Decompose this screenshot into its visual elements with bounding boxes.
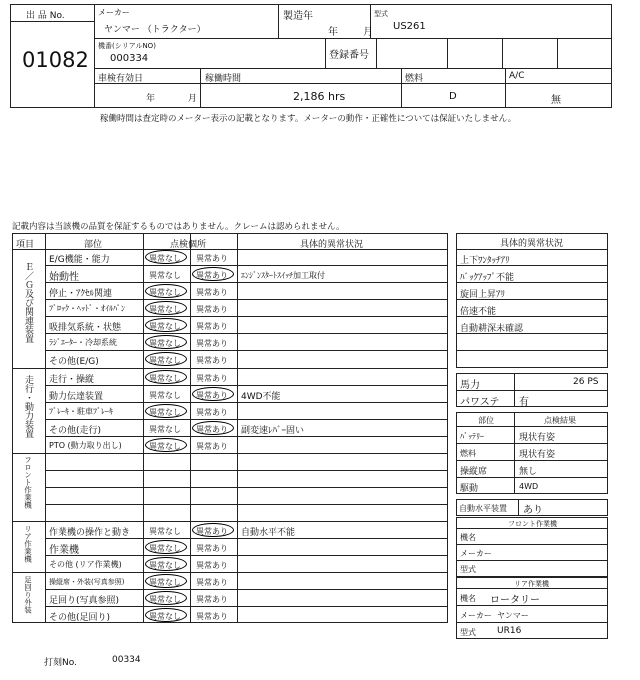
divider <box>94 38 612 39</box>
hours-value: 2,186 hrs <box>293 90 346 103</box>
divider <box>12 453 448 454</box>
divider <box>456 249 608 250</box>
divider <box>12 521 448 522</box>
check-value: 現状有姿 <box>519 433 556 443</box>
inspection-label: 車検有効日 <box>98 74 144 84</box>
divider <box>200 68 201 108</box>
front-field-label: 型式 <box>460 565 476 574</box>
ok-label: 異常なし <box>149 288 181 297</box>
detail-text: 副変速ﾚﾊﾞｰ固い <box>241 426 305 436</box>
part-label: 停止・ｱｸｾﾙ関連 <box>49 289 113 299</box>
ng-label: 異常あり <box>196 612 228 621</box>
ng-label: 異常あり <box>196 561 228 570</box>
rear-name-label: 機名 <box>460 594 476 603</box>
col-item: 項目 <box>16 240 35 250</box>
divider <box>376 38 377 68</box>
auto-level-value: あり <box>523 505 543 516</box>
group-engine: Ｅ／Ｇ及び関連装置 <box>23 262 33 343</box>
rear-model-label: 型式 <box>460 628 476 637</box>
group-drive: 走行・動力装置 <box>23 375 33 438</box>
year-label: 製造年 <box>283 11 313 22</box>
part-label: ﾌﾞﾛｯｸ・ﾍｯﾄﾞ・ｵｲﾙﾊﾟﾝ <box>49 304 125 313</box>
divider <box>447 38 448 68</box>
ok-label: 異常なし <box>149 374 181 383</box>
ps-label: パワステ <box>460 397 500 408</box>
front-header: フロント作業機 <box>508 520 557 528</box>
divider <box>514 373 515 407</box>
ng-label: 異常あり <box>196 595 228 604</box>
part-label: 走行・操縦 <box>49 375 95 385</box>
ok-label: 異常なし <box>149 442 181 451</box>
divider <box>456 350 608 351</box>
ok-label: 異常なし <box>149 322 181 331</box>
divider <box>505 68 506 108</box>
abnormal-header: 具体的異常状況 <box>500 239 564 249</box>
rear-header: リア作業機 <box>514 580 549 588</box>
divider <box>45 589 448 590</box>
lot-number: 01082 <box>22 48 89 72</box>
part-label: 作業機 <box>49 545 79 556</box>
abnormal-item: 自動耕深未確認 <box>460 324 524 334</box>
divider <box>45 385 448 386</box>
ok-label: 異常なし <box>149 527 181 536</box>
divider <box>45 555 448 556</box>
check-value: 4WD <box>519 482 539 491</box>
hp-label: 馬力 <box>460 380 480 391</box>
col-detail: 具体的異常状況 <box>300 240 364 250</box>
col-part: 部位 <box>84 240 103 250</box>
front-field-label: 機名 <box>460 533 476 542</box>
check-label: 操縦席 <box>460 467 488 477</box>
ok-label: 異常なし <box>149 356 181 365</box>
col-check: 点検個所 <box>170 240 207 250</box>
divider <box>557 38 558 68</box>
abnormal-item: 倍速不能 <box>460 307 497 317</box>
divider <box>325 38 326 68</box>
divider <box>456 426 608 427</box>
ok-label: 異常なし <box>149 391 181 400</box>
detail-text: 4WD不能 <box>241 392 281 402</box>
ps-value: 有 <box>519 397 529 408</box>
ok-label: 異常なし <box>149 612 181 621</box>
divider <box>94 83 612 84</box>
ac-value: 無 <box>551 95 561 106</box>
part-label: 足回り(写真参照) <box>49 596 120 606</box>
ng-label: 異常あり <box>196 578 228 587</box>
abnormal-item: ﾊﾞｯｸｱｯﾌﾟ不能 <box>460 273 515 283</box>
part-label: 操縦席・外装(写真参照) <box>49 578 125 586</box>
ok-label: 異常なし <box>149 578 181 587</box>
model-label: 型式 <box>374 10 388 18</box>
quality-note: 記載内容は当該機の品質を保証するものではありません。クレームは認められません。 <box>12 222 345 232</box>
fuel-label: 燃料 <box>405 74 424 84</box>
divider <box>456 443 608 444</box>
divider <box>237 233 238 623</box>
rear-maker-value: ヤンマー <box>497 611 529 620</box>
rear-name-value: ロータリー <box>490 595 540 606</box>
part-label: その他(走行) <box>49 426 102 436</box>
check-label: 燃料 <box>460 449 476 458</box>
ng-label: 異常あり <box>196 271 228 280</box>
divider <box>456 460 608 461</box>
ok-label: 異常なし <box>149 271 181 280</box>
abnormal-item: 上下ﾜﾝﾀｯﾁｱﾘ <box>460 256 510 266</box>
part-label: その他(足回り) <box>49 613 111 623</box>
ok-label: 異常なし <box>149 544 181 553</box>
rear-model-value: UR16 <box>497 626 522 636</box>
divider <box>94 4 95 108</box>
ok-label: 異常なし <box>149 408 181 417</box>
check-label: ﾊﾞｯﾃﾘｰ <box>460 432 484 441</box>
ng-label: 異常あり <box>196 288 228 297</box>
auto-level-label: 自動水平装置 <box>459 504 507 513</box>
serial-value: 000334 <box>110 53 149 64</box>
ng-label: 異常あり <box>196 391 228 400</box>
group-front: フロント作業機 <box>23 456 33 509</box>
divider <box>10 21 94 22</box>
divider <box>518 499 519 516</box>
ok-label: 異常なし <box>149 305 181 314</box>
front-field-label: メーカー <box>460 549 492 558</box>
ng-label: 異常あり <box>196 322 228 331</box>
ng-label: 異常あり <box>196 425 228 434</box>
divider <box>45 538 448 539</box>
divider <box>502 38 503 68</box>
stamp-label: 打刻No. <box>44 658 77 668</box>
divider <box>45 299 448 300</box>
lot-label: 出 品 No. <box>26 11 65 21</box>
part-header: 部位 <box>478 416 494 425</box>
part-label: その他(E/G) <box>49 357 99 367</box>
part-label: PTO (動力取り出し) <box>49 441 122 450</box>
hp-value: 26 PS <box>573 377 599 387</box>
divider <box>94 68 612 69</box>
divider <box>456 588 608 589</box>
ng-label: 異常あり <box>196 356 228 365</box>
abnormal-item: 旋回上昇ｱﾘ <box>460 290 506 300</box>
divider <box>456 528 608 529</box>
ok-label: 異常なし <box>149 339 181 348</box>
ng-label: 異常あり <box>196 254 228 263</box>
divider <box>143 233 144 623</box>
part-label: 作業機の操作と動き <box>49 528 131 538</box>
ng-label: 異常あり <box>196 339 228 348</box>
part-label: 動力伝達装置 <box>49 392 104 402</box>
divider <box>45 402 448 403</box>
divider <box>45 282 448 283</box>
divider <box>45 470 448 471</box>
divider <box>456 544 608 545</box>
divider <box>45 504 448 505</box>
ng-label: 異常あり <box>196 305 228 314</box>
ng-label: 異常あり <box>196 374 228 383</box>
year-unit: 年 月 <box>328 27 374 38</box>
divider <box>12 572 448 573</box>
divider <box>45 265 448 266</box>
maker-label: メーカー <box>98 8 130 17</box>
divider <box>456 622 608 623</box>
fuel-value: D <box>449 91 457 102</box>
ok-label: 異常なし <box>149 561 181 570</box>
ng-label: 異常あり <box>196 408 228 417</box>
ok-label: 異常なし <box>149 595 181 604</box>
divider <box>45 333 448 334</box>
part-label: ﾗｼﾞｴｰﾀｰ・冷却系統 <box>49 338 117 347</box>
divider <box>45 316 448 317</box>
ac-label: A/C <box>509 71 525 81</box>
detail-text: ｴﾝｼﾞﾝｽﾀｰﾄｽｲｯﾁ加工取付 <box>241 271 325 280</box>
group-rear: リア作業機 <box>23 525 33 563</box>
model-value: US261 <box>393 21 426 32</box>
divider <box>45 350 448 351</box>
ok-label: 異常なし <box>149 254 181 263</box>
divider <box>12 249 448 250</box>
ok-label: 異常なし <box>149 425 181 434</box>
ng-label: 異常あり <box>196 442 228 451</box>
check-label: 駆動 <box>460 484 479 494</box>
divider <box>45 436 448 437</box>
group-feet: 足回り外装 <box>23 576 33 614</box>
serial-label: 機番(シリアルNO) <box>98 42 156 50</box>
rear-maker-label: メーカー <box>460 611 492 620</box>
divider <box>514 412 515 494</box>
divider <box>45 419 448 420</box>
check-value: 無し <box>519 467 538 477</box>
part-label: 始動性 <box>49 272 79 283</box>
hours-label: 稼働時間 <box>205 74 242 84</box>
registration-label: 登録番号 <box>329 50 369 61</box>
check-value: 現状有姿 <box>519 450 556 460</box>
ng-label: 異常あり <box>196 527 228 536</box>
stamp-value: 00334 <box>112 655 141 665</box>
divider <box>45 606 448 607</box>
part-label: ﾌﾞﾚｰｷ・駐車ﾌﾞﾚｰｷ <box>49 407 113 416</box>
divider <box>45 487 448 488</box>
divider <box>401 68 402 108</box>
divider <box>190 233 191 623</box>
part-label: 吸排気系統・状態 <box>49 323 122 333</box>
divider <box>456 477 608 478</box>
hours-note: 稼働時間は査定時のメーター表示の記載となります。メーターの動作・正確性については保証いたしません。 <box>100 114 517 124</box>
divider <box>278 4 279 38</box>
divider <box>456 560 608 561</box>
divider <box>12 368 448 369</box>
detail-text: 自動水平不能 <box>241 528 296 538</box>
maker-value: ヤンマー （トラクター） <box>104 25 206 35</box>
divider <box>45 233 46 623</box>
result-header: 点検結果 <box>544 416 576 425</box>
inspection-unit: 年 月 <box>146 94 197 104</box>
part-label: その他 (リア作業機) <box>49 560 122 569</box>
ng-label: 異常あり <box>196 544 228 553</box>
part-label: E/G機能・能力 <box>49 255 110 265</box>
